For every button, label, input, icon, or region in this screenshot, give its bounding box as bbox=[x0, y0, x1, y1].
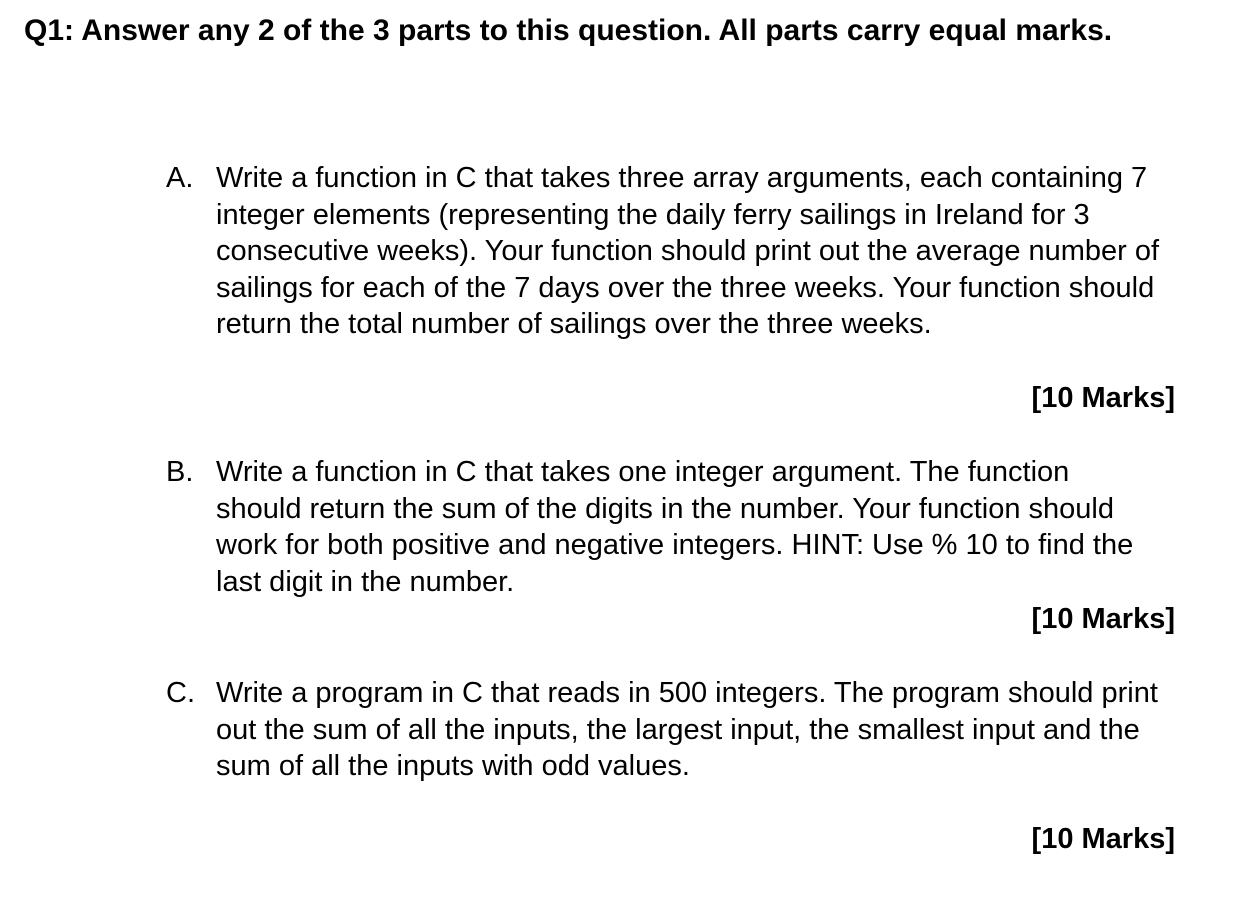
part-c-text: Write a program in C that reads in 500 integers. The program should print out the sum of all the inputs, the largest input, the smallest input and the sum of all the inputs with odd values. bbox=[216, 677, 1158, 783]
part-b-letter: B. bbox=[166, 456, 194, 488]
part-c-marks: [10 Marks] bbox=[1031, 823, 1175, 855]
part-b-text: Write a function in C that takes one integer argument. The function should return the sum of the digits in the number. Your function should work for both positive and negative integers. HINT: Use % 10 to find the last digit in the number. bbox=[216, 456, 1134, 598]
question-heading: Q1: Answer any 2 of the 3 parts to this question. All parts carry equal marks. bbox=[24, 14, 1113, 47]
part-c-letter: C. bbox=[166, 677, 195, 709]
part-a-marks: [10 Marks] bbox=[1031, 382, 1175, 414]
part-b-marks: [10 Marks] bbox=[1031, 603, 1175, 635]
part-a-letter: A. bbox=[166, 162, 194, 194]
part-a-text: Write a function in C that takes three array arguments, each containing 7 integer elements (representing the daily ferry sailings in Ireland for 3 consecutive weeks). Your function should print out the average number of sailings for each of the 7 days over the three weeks. Your function should return the total number of sailings over the three weeks. bbox=[216, 162, 1160, 341]
